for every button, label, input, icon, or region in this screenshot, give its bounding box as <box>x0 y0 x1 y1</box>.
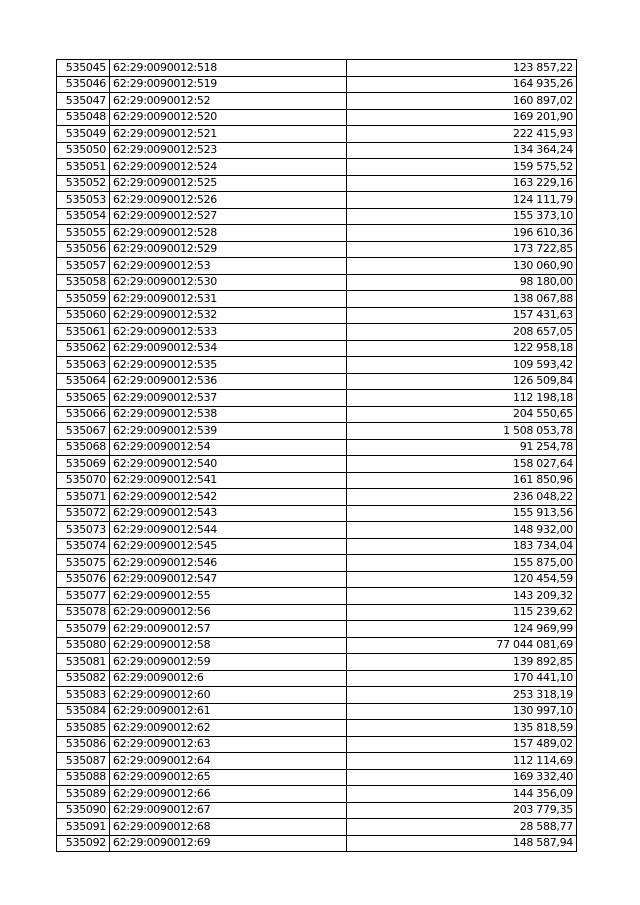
table-row <box>57 109 577 126</box>
cadastral-value-table <box>56 59 577 852</box>
table-row <box>57 340 577 357</box>
value-cell: 1 508 053,78 <box>347 423 577 440</box>
value-cell: 155 373,10 <box>347 208 577 225</box>
value-cell: 148 932,00 <box>347 522 577 539</box>
table-row <box>57 126 577 143</box>
row-number-cell: 535062 <box>57 340 110 357</box>
cadastral-number-cell: 62:29:0090012:66 <box>110 786 347 803</box>
value-cell: 236 048,22 <box>347 489 577 506</box>
row-number-cell: 535053 <box>57 192 110 209</box>
value-cell: 169 332,40 <box>347 769 577 786</box>
value-cell: 77 044 081,69 <box>347 637 577 654</box>
value-cell: 28 588,77 <box>347 819 577 836</box>
table-row <box>57 819 577 836</box>
value-cell: 170 441,10 <box>347 670 577 687</box>
table-row <box>57 159 577 176</box>
row-number-cell: 535045 <box>57 60 110 77</box>
table-row <box>57 621 577 638</box>
row-number-cell: 535072 <box>57 505 110 522</box>
cadastral-number-cell: 62:29:0090012:55 <box>110 588 347 605</box>
row-number-cell: 535067 <box>57 423 110 440</box>
cadastral-number-cell: 62:29:0090012:61 <box>110 703 347 720</box>
row-number-cell: 535069 <box>57 456 110 473</box>
value-cell: 124 969,99 <box>347 621 577 638</box>
cadastral-number-cell: 62:29:0090012:541 <box>110 472 347 489</box>
value-cell: 123 857,22 <box>347 60 577 77</box>
table-row <box>57 538 577 555</box>
row-number-cell: 535049 <box>57 126 110 143</box>
cadastral-number-cell: 62:29:0090012:54 <box>110 439 347 456</box>
table-row <box>57 654 577 671</box>
table-row <box>57 274 577 291</box>
cadastral-number-cell: 62:29:0090012:537 <box>110 390 347 407</box>
cadastral-number-cell: 62:29:0090012:538 <box>110 406 347 423</box>
cadastral-number-cell: 62:29:0090012:530 <box>110 274 347 291</box>
row-number-cell: 535075 <box>57 555 110 572</box>
row-number-cell: 535047 <box>57 93 110 110</box>
cadastral-number-cell: 62:29:0090012:535 <box>110 357 347 374</box>
value-cell: 155 875,00 <box>347 555 577 572</box>
table-row <box>57 258 577 275</box>
row-number-cell: 535077 <box>57 588 110 605</box>
cadastral-number-cell: 62:29:0090012:58 <box>110 637 347 654</box>
cadastral-number-cell: 62:29:0090012:546 <box>110 555 347 572</box>
row-number-cell: 535091 <box>57 819 110 836</box>
table-row <box>57 637 577 654</box>
table-row <box>57 357 577 374</box>
value-cell: 157 431,63 <box>347 307 577 324</box>
cadastral-number-cell: 62:29:0090012:532 <box>110 307 347 324</box>
value-cell: 115 239,62 <box>347 604 577 621</box>
value-cell: 204 550,65 <box>347 406 577 423</box>
cadastral-number-cell: 62:29:0090012:531 <box>110 291 347 308</box>
value-cell: 160 897,02 <box>347 93 577 110</box>
cadastral-number-cell: 62:29:0090012:527 <box>110 208 347 225</box>
table-row <box>57 670 577 687</box>
row-number-cell: 535090 <box>57 802 110 819</box>
value-cell: 139 892,85 <box>347 654 577 671</box>
cadastral-number-cell: 62:29:0090012:545 <box>110 538 347 555</box>
value-cell: 158 027,64 <box>347 456 577 473</box>
table-row <box>57 373 577 390</box>
row-number-cell: 535074 <box>57 538 110 555</box>
cadastral-number-cell: 62:29:0090012:62 <box>110 720 347 737</box>
table-row <box>57 571 577 588</box>
value-cell: 112 114,69 <box>347 753 577 770</box>
value-cell: 203 779,35 <box>347 802 577 819</box>
value-cell: 120 454,59 <box>347 571 577 588</box>
row-number-cell: 535086 <box>57 736 110 753</box>
table-row <box>57 142 577 159</box>
value-cell: 130 060,90 <box>347 258 577 275</box>
table-row <box>57 390 577 407</box>
table-row <box>57 489 577 506</box>
table-row <box>57 786 577 803</box>
value-cell: 196 610,36 <box>347 225 577 242</box>
row-number-cell: 535061 <box>57 324 110 341</box>
row-number-cell: 535082 <box>57 670 110 687</box>
cadastral-number-cell: 62:29:0090012:534 <box>110 340 347 357</box>
cadastral-number-cell: 62:29:0090012:52 <box>110 93 347 110</box>
cadastral-number-cell: 62:29:0090012:56 <box>110 604 347 621</box>
value-cell: 112 198,18 <box>347 390 577 407</box>
value-cell: 222 415,93 <box>347 126 577 143</box>
value-cell: 135 818,59 <box>347 720 577 737</box>
table-row <box>57 703 577 720</box>
row-number-cell: 535066 <box>57 406 110 423</box>
cadastral-number-cell: 62:29:0090012:518 <box>110 60 347 77</box>
cadastral-number-cell: 62:29:0090012:540 <box>110 456 347 473</box>
cadastral-number-cell: 62:29:0090012:525 <box>110 175 347 192</box>
table-row <box>57 555 577 572</box>
value-cell: 122 958,18 <box>347 340 577 357</box>
cadastral-number-cell: 62:29:0090012:533 <box>110 324 347 341</box>
row-number-cell: 535059 <box>57 291 110 308</box>
table-row <box>57 307 577 324</box>
row-number-cell: 535046 <box>57 76 110 93</box>
cadastral-number-cell: 62:29:0090012:521 <box>110 126 347 143</box>
table-row <box>57 291 577 308</box>
table-row <box>57 505 577 522</box>
row-number-cell: 535092 <box>57 835 110 852</box>
cadastral-number-cell: 62:29:0090012:543 <box>110 505 347 522</box>
row-number-cell: 535089 <box>57 786 110 803</box>
table-row <box>57 93 577 110</box>
row-number-cell: 535058 <box>57 274 110 291</box>
table-row <box>57 324 577 341</box>
cadastral-number-cell: 62:29:0090012:529 <box>110 241 347 258</box>
cadastral-number-cell: 62:29:0090012:64 <box>110 753 347 770</box>
value-cell: 173 722,85 <box>347 241 577 258</box>
table-row <box>57 736 577 753</box>
table-row <box>57 225 577 242</box>
row-number-cell: 535083 <box>57 687 110 704</box>
row-number-cell: 535060 <box>57 307 110 324</box>
row-number-cell: 535055 <box>57 225 110 242</box>
row-number-cell: 535057 <box>57 258 110 275</box>
row-number-cell: 535087 <box>57 753 110 770</box>
row-number-cell: 535070 <box>57 472 110 489</box>
value-cell: 91 254,78 <box>347 439 577 456</box>
value-cell: 161 850,96 <box>347 472 577 489</box>
row-number-cell: 535054 <box>57 208 110 225</box>
cadastral-number-cell: 62:29:0090012:528 <box>110 225 347 242</box>
cadastral-number-cell: 62:29:0090012:53 <box>110 258 347 275</box>
row-number-cell: 535064 <box>57 373 110 390</box>
table-row <box>57 208 577 225</box>
row-number-cell: 535081 <box>57 654 110 671</box>
value-cell: 144 356,09 <box>347 786 577 803</box>
table-row <box>57 687 577 704</box>
cadastral-number-cell: 62:29:0090012:526 <box>110 192 347 209</box>
cadastral-number-cell: 62:29:0090012:536 <box>110 373 347 390</box>
value-cell: 130 997,10 <box>347 703 577 720</box>
table-row <box>57 456 577 473</box>
row-number-cell: 535076 <box>57 571 110 588</box>
table-row <box>57 439 577 456</box>
row-number-cell: 535079 <box>57 621 110 638</box>
table-row <box>57 472 577 489</box>
row-number-cell: 535084 <box>57 703 110 720</box>
value-cell: 124 111,79 <box>347 192 577 209</box>
value-cell: 159 575,52 <box>347 159 577 176</box>
cadastral-number-cell: 62:29:0090012:520 <box>110 109 347 126</box>
cadastral-number-cell: 62:29:0090012:63 <box>110 736 347 753</box>
table-row <box>57 423 577 440</box>
cadastral-number-cell: 62:29:0090012:59 <box>110 654 347 671</box>
value-cell: 155 913,56 <box>347 505 577 522</box>
row-number-cell: 535051 <box>57 159 110 176</box>
table-row <box>57 720 577 737</box>
cadastral-number-cell: 62:29:0090012:60 <box>110 687 347 704</box>
row-number-cell: 535073 <box>57 522 110 539</box>
cadastral-number-cell: 62:29:0090012:65 <box>110 769 347 786</box>
value-cell: 163 229,16 <box>347 175 577 192</box>
table-row <box>57 406 577 423</box>
table-row <box>57 835 577 852</box>
cadastral-number-cell: 62:29:0090012:67 <box>110 802 347 819</box>
value-cell: 164 935,26 <box>347 76 577 93</box>
table-row <box>57 588 577 605</box>
value-cell: 208 657,05 <box>347 324 577 341</box>
cadastral-number-cell: 62:29:0090012:57 <box>110 621 347 638</box>
cadastral-number-cell: 62:29:0090012:69 <box>110 835 347 852</box>
cadastral-number-cell: 62:29:0090012:523 <box>110 142 347 159</box>
row-number-cell: 535078 <box>57 604 110 621</box>
table-row <box>57 76 577 93</box>
table-body <box>57 60 577 852</box>
table-row <box>57 522 577 539</box>
row-number-cell: 535088 <box>57 769 110 786</box>
value-cell: 148 587,94 <box>347 835 577 852</box>
row-number-cell: 535080 <box>57 637 110 654</box>
cadastral-number-cell: 62:29:0090012:544 <box>110 522 347 539</box>
table-row <box>57 802 577 819</box>
row-number-cell: 535048 <box>57 109 110 126</box>
cadastral-number-cell: 62:29:0090012:524 <box>110 159 347 176</box>
row-number-cell: 535085 <box>57 720 110 737</box>
table-row <box>57 753 577 770</box>
table-row <box>57 241 577 258</box>
value-cell: 169 201,90 <box>347 109 577 126</box>
value-cell: 126 509,84 <box>347 373 577 390</box>
row-number-cell: 535065 <box>57 390 110 407</box>
value-cell: 98 180,00 <box>347 274 577 291</box>
cadastral-number-cell: 62:29:0090012:547 <box>110 571 347 588</box>
table-row <box>57 604 577 621</box>
value-cell: 143 209,32 <box>347 588 577 605</box>
row-number-cell: 535050 <box>57 142 110 159</box>
cadastral-number-cell: 62:29:0090012:539 <box>110 423 347 440</box>
value-cell: 253 318,19 <box>347 687 577 704</box>
row-number-cell: 535063 <box>57 357 110 374</box>
table-row <box>57 175 577 192</box>
value-cell: 183 734,04 <box>347 538 577 555</box>
cadastral-number-cell: 62:29:0090012:6 <box>110 670 347 687</box>
value-cell: 109 593,42 <box>347 357 577 374</box>
cadastral-number-cell: 62:29:0090012:519 <box>110 76 347 93</box>
table-row <box>57 192 577 209</box>
table-row <box>57 769 577 786</box>
row-number-cell: 535068 <box>57 439 110 456</box>
value-cell: 138 067,88 <box>347 291 577 308</box>
table-row <box>57 60 577 77</box>
value-cell: 134 364,24 <box>347 142 577 159</box>
cadastral-number-cell: 62:29:0090012:542 <box>110 489 347 506</box>
row-number-cell: 535056 <box>57 241 110 258</box>
row-number-cell: 535052 <box>57 175 110 192</box>
row-number-cell: 535071 <box>57 489 110 506</box>
value-cell: 157 489,02 <box>347 736 577 753</box>
cadastral-number-cell: 62:29:0090012:68 <box>110 819 347 836</box>
